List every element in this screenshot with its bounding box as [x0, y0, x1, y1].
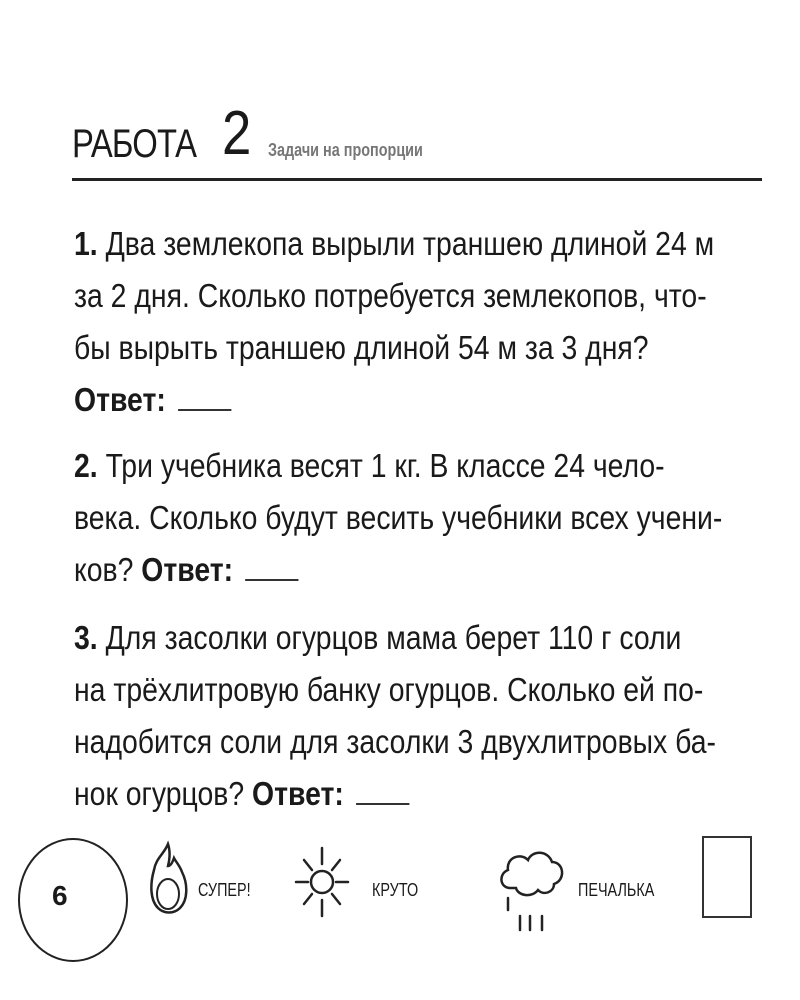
answer-row: нок огурцов? Ответ:: [74, 768, 760, 820]
rain-cloud-icon[interactable]: [496, 846, 568, 934]
answer-blank[interactable]: [356, 777, 409, 805]
answer-row: ков? Ответ:: [74, 544, 760, 596]
rating-label-super: СУПЕР!: [198, 880, 251, 900]
task-1: [74, 218, 760, 426]
answer-label: Ответ:: [252, 775, 344, 812]
answer-label: Ответ:: [74, 381, 166, 418]
rating-label-sad: ПЕЧАЛЬКА: [578, 880, 655, 900]
task-line: века. Сколько будут весить учебники всех учени-: [74, 499, 723, 536]
page-number-circle: [18, 838, 128, 962]
rating-label-cool: КРУТО: [372, 880, 419, 900]
task-number: 1.: [74, 225, 98, 262]
answer-blank[interactable]: [245, 553, 298, 581]
answer-row: [74, 374, 760, 426]
task-line: 1. Два землекопа вырыли траншею длиной 24 м: [74, 225, 715, 262]
task-line: за 2 дня. Сколько потребуется землекопов, что-: [74, 277, 707, 314]
work-number: 2: [222, 99, 252, 168]
answer-label: Ответ:: [141, 551, 234, 588]
self-assessment-box[interactable]: [702, 836, 752, 918]
task-number: 2.: [74, 447, 98, 484]
page-header: [72, 96, 762, 181]
page-number: 6: [52, 880, 68, 911]
task-line: на трёхлитровую банку огурцов. Сколько ей по-: [74, 671, 704, 708]
task-number: 3.: [74, 619, 98, 656]
task-line: 2. Три учебника весят 1 кг. В классе 24 чело-: [74, 447, 665, 484]
task-2: [74, 440, 760, 596]
task-3: [74, 612, 760, 820]
answer-blank[interactable]: [178, 383, 231, 411]
work-title: РАБОТА: [72, 122, 197, 166]
task-line: надобится соли для засолки 3 двухлитровых ба-: [74, 723, 716, 760]
task-line: 3. Для засолки огурцов мама берет 110 г соли: [74, 619, 682, 656]
sun-icon[interactable]: [294, 842, 350, 922]
flame-icon[interactable]: [146, 840, 190, 916]
work-subtitle: Задачи на пропорции: [268, 140, 423, 160]
task-line: бы вырыть траншею длиной 54 м за 3 дня?: [74, 329, 649, 366]
